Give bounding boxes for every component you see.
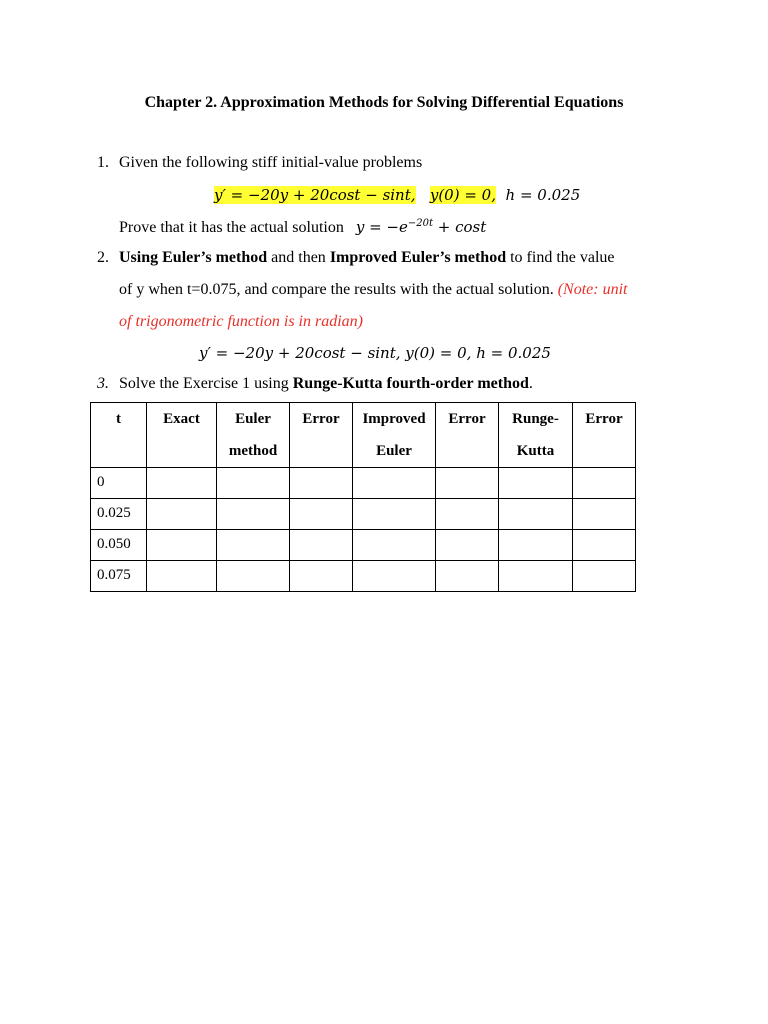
header-error-3: Error [573, 403, 636, 468]
table-cell[interactable] [147, 530, 217, 561]
header-error-2: Error [436, 403, 499, 468]
table-cell[interactable] [436, 499, 499, 530]
header-euler-method: Euler method [217, 403, 290, 468]
equation-1-lhs: y′ = −20y + 20cost − sint, [214, 186, 416, 204]
equation-2: y′ = −20y + 20cost − sint, y(0) = 0, h = 0.025 [199, 344, 551, 362]
equation-1-ic: y(0) = 0, [429, 186, 496, 204]
results-table [90, 402, 636, 592]
item-3-end: . [528, 375, 533, 392]
table-cell[interactable] [290, 468, 353, 499]
table-cell[interactable] [499, 499, 573, 530]
table-cell[interactable] [353, 561, 436, 592]
table-cell[interactable] [217, 530, 290, 561]
table-row [91, 561, 636, 592]
table-cell[interactable] [290, 499, 353, 530]
item-2-line-1 [119, 249, 615, 267]
item-2-line-2 [119, 281, 627, 299]
solution-rhs: + cost [433, 218, 487, 236]
table-cell[interactable] [436, 561, 499, 592]
solution-exponent: −20t [407, 218, 433, 229]
table-row [91, 499, 636, 530]
item-2-bold-euler: Using Euler’s method [119, 249, 268, 266]
actual-solution [356, 218, 486, 236]
chapter-title: Chapter 2. Approximation Methods for Solving Differential Equations [144, 94, 624, 111]
table-cell[interactable] [353, 468, 436, 499]
item-3-text [119, 375, 533, 393]
row-t-value: 0 [91, 468, 147, 499]
prove-text: Prove that it has the actual solution [119, 219, 344, 236]
header-t: t [91, 403, 147, 468]
table-cell[interactable] [147, 561, 217, 592]
table-cell[interactable] [499, 530, 573, 561]
table-cell[interactable] [353, 499, 436, 530]
table-cell[interactable] [573, 468, 636, 499]
table-header-row [91, 403, 636, 468]
note-end: of trigonometric function is in radian) [119, 313, 363, 330]
item-3-text-start: Solve the Exercise 1 using [119, 375, 293, 392]
table-cell[interactable] [147, 468, 217, 499]
table-cell[interactable] [499, 561, 573, 592]
header-error-1: Error [290, 403, 353, 468]
item-3-bold-rk: Runge-Kutta fourth-order method [292, 375, 529, 392]
item-1-number: 1. [97, 154, 109, 171]
table-cell[interactable] [353, 530, 436, 561]
prove-line [119, 218, 486, 237]
table-cell[interactable] [217, 561, 290, 592]
item-2-line-2-text: of y when t=0.075, and compare the results with the actual solution. [119, 281, 558, 298]
table-cell[interactable] [499, 468, 573, 499]
table-cell[interactable] [436, 468, 499, 499]
equation-1 [214, 186, 580, 204]
table-cell[interactable] [573, 561, 636, 592]
table-cell[interactable] [290, 530, 353, 561]
table-row [91, 530, 636, 561]
item-2-number: 2. [97, 249, 109, 266]
table-cell[interactable] [217, 468, 290, 499]
row-t-value: 0.050 [91, 530, 147, 561]
equation-1-h: h = 0.025 [505, 186, 581, 204]
row-t-value: 0.075 [91, 561, 147, 592]
row-t-value: 0.025 [91, 499, 147, 530]
table-cell[interactable] [573, 499, 636, 530]
table-cell[interactable] [436, 530, 499, 561]
table-cell[interactable] [217, 499, 290, 530]
note-start: (Note: unit [557, 281, 628, 298]
header-runge-kutta: Runge- Kutta [499, 403, 573, 468]
item-2-bold-improved: Improved Euler’s method [329, 249, 507, 266]
header-exact: Exact [147, 403, 217, 468]
item-2-tail: to find the value [506, 249, 615, 266]
header-improved-euler: Improved Euler [353, 403, 436, 468]
table-cell[interactable] [573, 530, 636, 561]
item-3-number: 3. [97, 375, 109, 392]
table-row [91, 468, 636, 499]
table-cell[interactable] [147, 499, 217, 530]
item-1-text: Given the following stiff initial-value problems [119, 154, 423, 171]
table-cell[interactable] [290, 561, 353, 592]
solution-lhs: y = −e [355, 218, 408, 236]
item-2-mid: and then [267, 249, 330, 266]
